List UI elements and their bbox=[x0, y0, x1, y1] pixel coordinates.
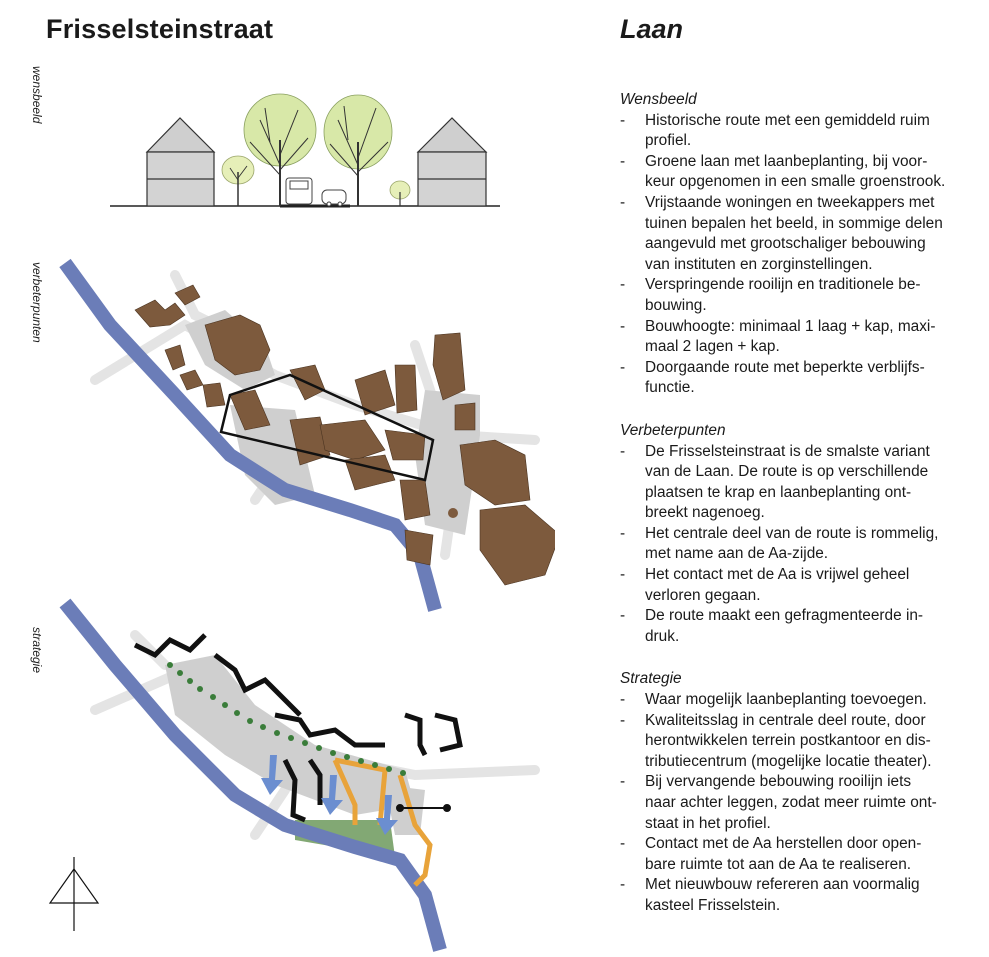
type-title: Laan bbox=[620, 14, 684, 44]
house-right bbox=[418, 118, 486, 206]
section-strategie bbox=[620, 669, 965, 916]
label-strategie: strategie bbox=[30, 627, 44, 674]
label-wensbeeld: wensbeeld bbox=[30, 66, 44, 124]
list-item: - Vrijstaande woningen en tweekappers met tuinen bepalen het beeld, in sommige delen aangevuld met grootschaliger bebouwing van instituten en zorginstellingen. bbox=[620, 193, 965, 275]
list-item: - Het contact met de Aa is vrijwel geheel verloren gegaan. bbox=[620, 565, 965, 606]
section-heading: Verbeterpunten bbox=[620, 421, 726, 439]
house-left bbox=[147, 118, 214, 206]
list-item: - Het centrale deel van de route is rommelig, met name aan de Aa-zijde. bbox=[620, 524, 965, 565]
list-item: - De Frisselsteinstraat is de smalste variant van de Laan. De route is op verschillende plaatsen te krap en laanbeplanting ont- breekt nagenoeg. bbox=[620, 442, 965, 524]
list-item: - Waar mogelijk laanbeplanting toevoegen. bbox=[620, 690, 965, 711]
list-item: - Bij vervangende bebouwing rooilijn iets naar achter leggen, zodat meer ruimte ont- staat in het profiel. bbox=[620, 772, 965, 834]
verbeterpunten-map bbox=[55, 255, 555, 615]
list-item: - Historische route met een gemiddeld ruim profiel. bbox=[620, 111, 965, 152]
small-tree-left bbox=[222, 156, 254, 206]
text-column bbox=[620, 90, 965, 939]
section-heading: Strategie bbox=[620, 670, 682, 688]
list-item: - De route maakt een gefragmenteerde in- druk. bbox=[620, 606, 965, 647]
small-tree-right bbox=[390, 181, 410, 206]
list-item: - Verspringende rooilijn en traditionele be- bouwing. bbox=[620, 275, 965, 316]
section-wensbeeld bbox=[620, 90, 965, 399]
strategie-map bbox=[55, 595, 555, 955]
section-heading: Wensbeeld bbox=[620, 91, 697, 108]
list-item: - Met nieuwbouw refereren aan voormalig kasteel Frisselstein. bbox=[620, 875, 965, 916]
list-item: - Doorgaande route met beperkte verblijfs- functie. bbox=[620, 358, 965, 399]
street-profile-illustration bbox=[100, 80, 560, 220]
list-item: - Kwaliteitsslag in centrale deel route, door herontwikkelen terrein postkantoor en dis- tributiecentrum (mogelijke locatie theater). bbox=[620, 711, 965, 773]
street-title: Frisselsteinstraat bbox=[46, 14, 274, 44]
label-verbeterpunten: verbeterpunten bbox=[30, 262, 44, 343]
list-item: - Bouwhoogte: minimaal 1 laag + kap, maxi- maal 2 lagen + kap. bbox=[620, 317, 965, 358]
large-tree-right bbox=[324, 95, 392, 206]
vehicles bbox=[286, 178, 346, 206]
section-verbeterpunten bbox=[620, 421, 965, 648]
list-item: - Groene laan met laanbeplanting, bij voor- keur opgenomen in een smalle groenstrook. bbox=[620, 152, 965, 193]
list-item: - Contact met de Aa herstellen door open- bare ruimte tot aan de Aa te realiseren. bbox=[620, 834, 965, 875]
north-arrow-icon bbox=[44, 855, 104, 935]
